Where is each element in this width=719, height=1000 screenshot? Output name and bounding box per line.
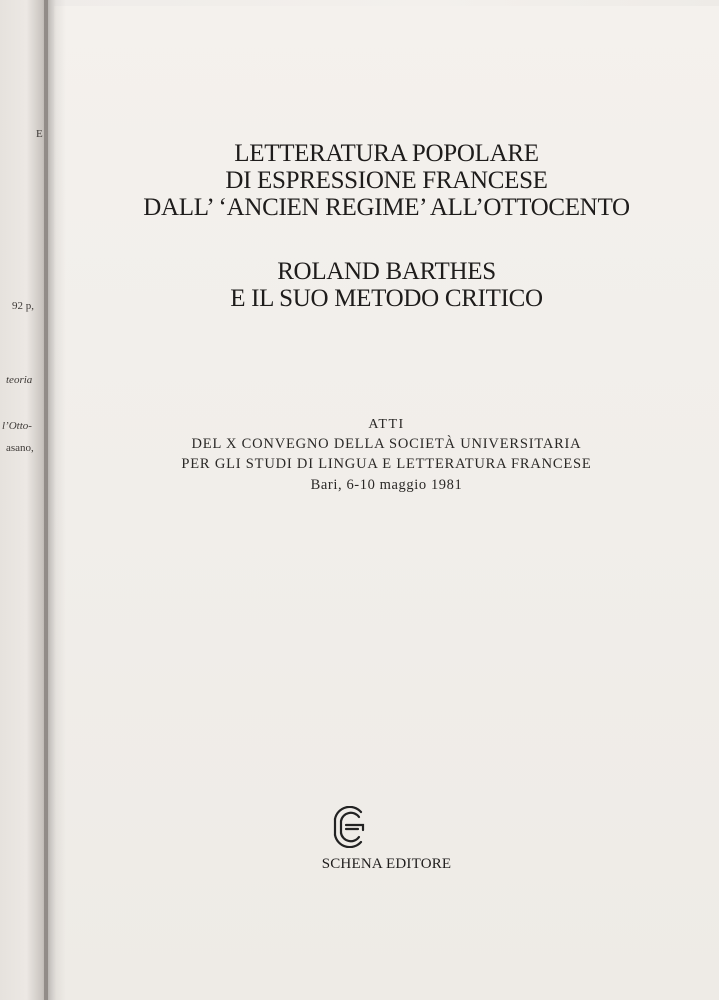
proceedings-block [54,416,719,474]
book-subtitle-line: ROLAND BARTHES [277,258,496,285]
book-subtitle-line: E IL SUO METODO CRITICO [230,285,543,312]
left-page-fragment: 92 p, [12,300,34,312]
left-page-fragment: l’Otto- [2,420,32,432]
book-subtitle [54,258,719,312]
book-title-line: DALL’ ‘ANCIEN REGIME’ ALL’OTTOCENTO [143,194,630,221]
proceedings-line: DEL X CONVEGNO DELLA SOCIETÀ UNIVERSITARIA [191,436,582,452]
left-page-fragment: asano, [6,442,34,454]
book-title-line: LETTERATURA POPOLARE [234,140,539,167]
publisher-name: SCHENA EDITORE [321,856,452,872]
book-title-line: DI ESPRESSIONE FRANCESE [225,167,548,194]
book-title [54,140,719,221]
left-page-fragment: E [36,128,43,140]
previous-page-edge [0,0,48,1000]
left-page-fragment: teoria [6,374,33,386]
book-gutter-shadow [44,0,66,1000]
proceedings-heading: ATTI [368,417,405,432]
title-page-content [54,6,719,1000]
event-place-date: Bari, 6-10 maggio 1981 [310,477,463,493]
schena-monogram-logo-icon [330,806,370,848]
title-page [54,6,719,1000]
proceedings-line: PER GLI STUDI DI LINGUA E LETTERATURA FRANCESE [181,456,592,472]
